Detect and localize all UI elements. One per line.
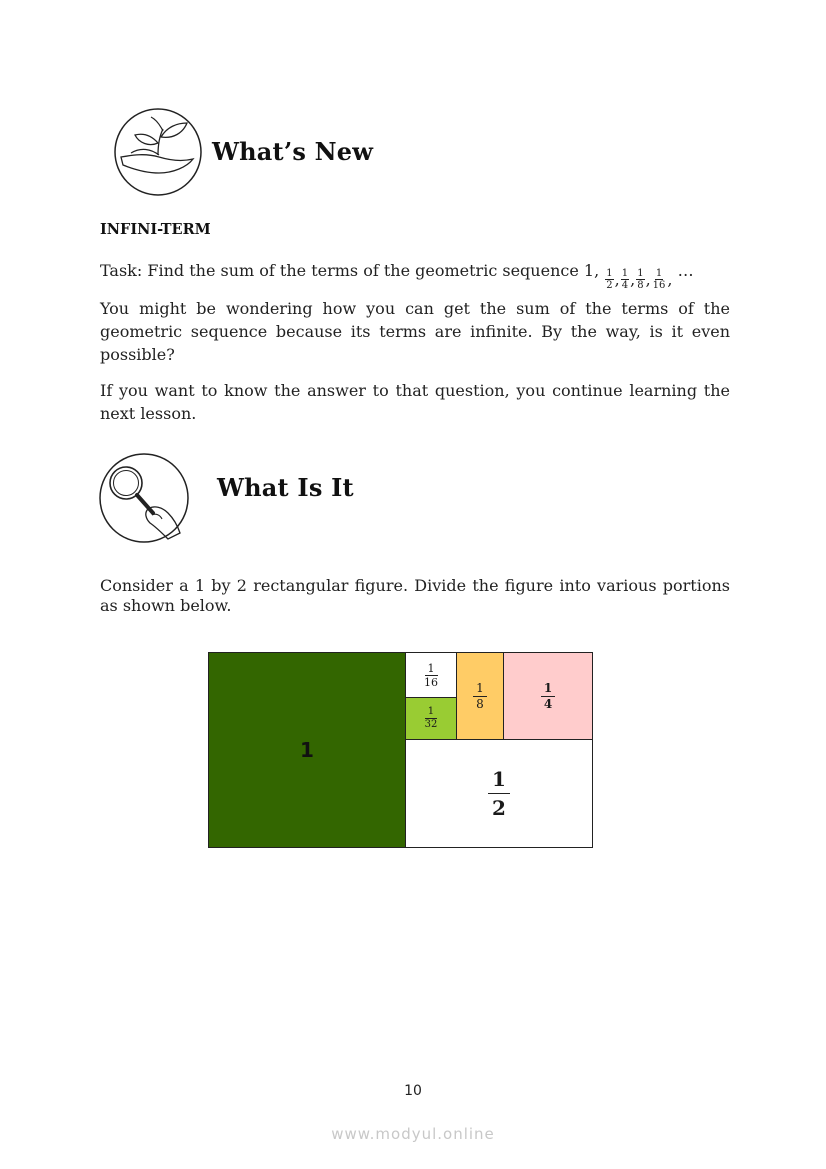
numerator: 1 xyxy=(637,268,644,279)
paragraph-wondering: You might be wondering how you can get the sum of the terms of the geometric sequence because its terms are infinite. By the way, is it even possible? xyxy=(100,299,730,364)
page-number: 10 xyxy=(404,1083,422,1099)
denominator: 8 xyxy=(476,696,484,711)
region-one-quarter xyxy=(503,652,593,740)
numerator: 1 xyxy=(606,268,613,279)
sequence-fractions: $\frac{1}{2}$ , $\frac{1}{4}$ , $\frac{1}{8}$ , $\frac{1}{16}$ , xyxy=(606,268,673,291)
numerator: 1 xyxy=(425,706,437,719)
task-text: Task: Find the sum of the terms of the geometric sequence 1, xyxy=(100,261,600,280)
watermark: www.modyul.online xyxy=(331,1125,495,1143)
numerator: 1 xyxy=(488,767,510,794)
numerator: 1 xyxy=(473,681,487,697)
fraction-one-eighth xyxy=(473,681,487,712)
fraction-half xyxy=(605,268,613,291)
denominator: 2 xyxy=(492,796,506,820)
fraction-one-thirty-second xyxy=(425,706,438,731)
region-one-half xyxy=(405,739,593,848)
numerator: 1 xyxy=(425,662,438,676)
task-line xyxy=(100,258,694,293)
fraction-quarter xyxy=(621,268,629,291)
infini-term-heading: INFINI-TERM xyxy=(100,221,211,238)
region-one-eighth xyxy=(456,652,504,740)
denominator: 4 xyxy=(621,280,629,291)
numerator: 1 xyxy=(541,681,555,697)
what-is-it-title: What Is It xyxy=(217,473,354,502)
denominator: 32 xyxy=(424,719,438,730)
fraction-one-half xyxy=(488,767,510,820)
fraction-eighth xyxy=(636,268,644,291)
numerator: 1 xyxy=(621,268,629,279)
fraction-one-quarter xyxy=(541,681,555,712)
denominator: 16 xyxy=(652,280,666,291)
fraction-sixteenth xyxy=(652,268,667,291)
paragraph-continue: If you want to know the answer to that question, you continue learning the next lesson. xyxy=(100,381,730,423)
denominator: 16 xyxy=(424,675,438,689)
denominator: 4 xyxy=(543,696,553,711)
paragraph-consider: Consider a 1 by 2 rectangular figure. Divide the figure into various portions as shown below. xyxy=(100,576,730,615)
region-one-sixteenth xyxy=(405,652,457,698)
region-one-label: 1 xyxy=(300,738,314,762)
plant-in-hand-icon xyxy=(111,107,206,197)
magnifying-glass-icon xyxy=(98,453,191,544)
denominator: 8 xyxy=(637,280,644,291)
ellipsis: … xyxy=(677,261,694,280)
whats-new-title: What’s New xyxy=(212,137,374,166)
region-one xyxy=(208,652,406,848)
numerator: 1 xyxy=(655,268,663,279)
fraction-one-sixteenth xyxy=(424,662,438,689)
region-one-thirty-second xyxy=(405,697,457,740)
denominator: 2 xyxy=(606,280,613,291)
